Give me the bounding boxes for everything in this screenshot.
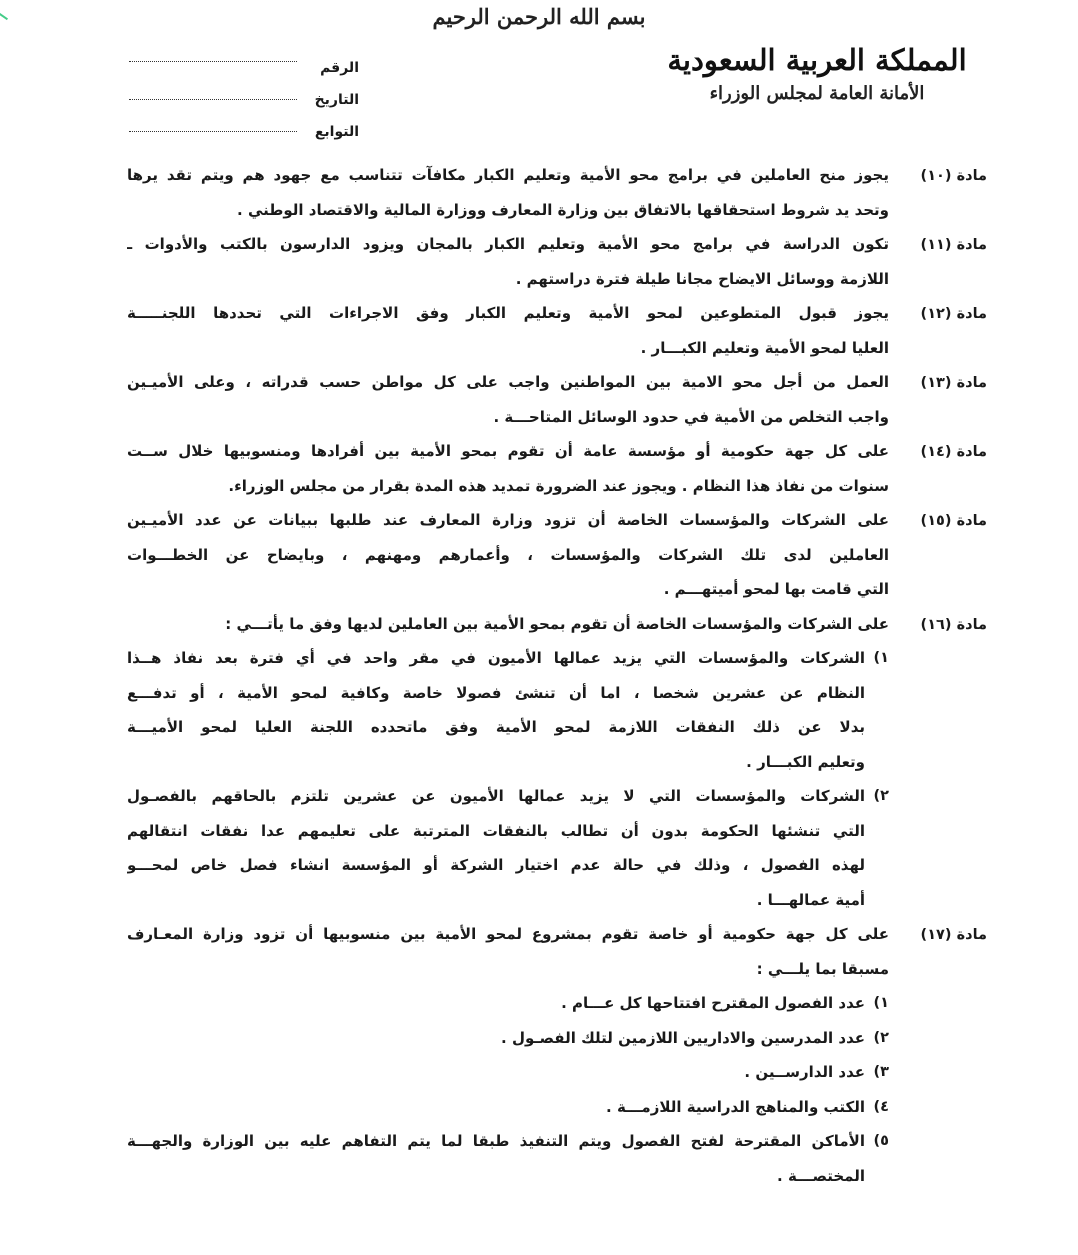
text-line: مسبقا بما يلـــي : [757, 959, 890, 978]
text-line: لهذه الفصول ، وذلك في حالة عدم اختيار الشركة أو المؤسسة انشاء فصل خاص لمحـــو [128, 856, 866, 874]
article-number: مادة (١١) [921, 237, 988, 253]
basmala: بسم الله الرحمن الرحيم [433, 4, 647, 29]
article-text [128, 227, 890, 296]
ref-number-blank [130, 60, 298, 62]
text-line: العاملين لدى تلك الشركات والمؤسسات ، وأعمارهم ومهنهم ، وبايضاح عن الخطـــوات [128, 545, 890, 564]
text-line: الشركات والمؤسسات التي لا يزيد عمالها الأميون عن عشرين تلتزم بالحاقهم بالفصـول [128, 787, 866, 805]
article-number: مادة (١٤) [921, 444, 988, 460]
ref-number-row [130, 44, 360, 76]
ref-date-blank [130, 98, 298, 100]
text-line: وتعليم الكبـــار . [747, 752, 866, 771]
article-number: مادة (١٣) [921, 375, 988, 391]
item-text [128, 986, 866, 1021]
articles-body [128, 158, 988, 1193]
text-line: النظام عن عشرين شخصا ، اما أن تنشئ فصولا خاصة وكافية لمحو الأمية ، أو تدفـــع [128, 683, 866, 702]
text-line: عدد الدارســين . [745, 1063, 866, 1081]
article-text [128, 158, 890, 227]
article [128, 607, 988, 918]
article-item [128, 986, 890, 1021]
text-line: الكتب والمناهج الدراسية اللازمـــة . [607, 1097, 866, 1116]
text-line: بدلا عن ذلك النفقات اللازمة لمحو الأمية وفق ماتحدده اللجنة العليا لمحو الأميـــة [128, 718, 866, 736]
text-line: التي قامت بها لمحو أميتهـــم . [664, 580, 890, 598]
item-number: ١) [874, 650, 890, 666]
text-line: على الشركات والمؤسسات الخاصة أن تزود وزارة المعارف عند طلبها ببيانات عن عدد الأميـين [128, 511, 890, 529]
text-line: الشركات والمؤسسات التي يزيد عمالها الأميون في مقر واحد في أي فترة بعد نفاذ هــذا [128, 649, 866, 667]
article-text [128, 503, 890, 607]
article-item [128, 1055, 890, 1090]
article-item [128, 1021, 890, 1056]
text-line: يجوز منح العاملين في برامج محو الأمية وتعليم الكبار مكافآت تتناسب مع جهود هم ويتم تقد يرها [128, 166, 890, 184]
article [128, 365, 988, 434]
reference-fields [130, 44, 360, 140]
text-line: تكون الدراسة في برامج محو الأمية وتعليم الكبار بالمجان ويزود الدارسون بالكتب والأدوات ـ [128, 235, 890, 253]
article-number: مادة (١٠) [921, 168, 988, 184]
item-number: ٣) [874, 1064, 890, 1080]
item-text [128, 1021, 866, 1056]
text-line: عدد المدرسين والاداريين اللازمين لتلك الفصـول . [502, 1028, 866, 1047]
article-item [128, 779, 890, 917]
item-text [128, 1055, 866, 1090]
article-text [128, 917, 890, 1193]
item-text [128, 1090, 866, 1125]
text-line: على كل جهة حكومية أو مؤسسة عامة أن تقوم بمحو الأمية بين أفرادها ومنسوبيها خلال ســت [128, 442, 890, 460]
text-line: على كل جهة حكومية أو خاصة تقوم بمشروع لمحو الأمية بين منسوبيها أن تزود وزارة المعـارف [128, 925, 890, 943]
article-item [128, 641, 890, 779]
ref-date-label: التاريخ [315, 92, 360, 108]
text-line: واجب التخلص من الأمية في حدود الوسائل المتاحـــة . [494, 407, 890, 426]
text-line: العليا لمحو الأمية وتعليم الكبـــار . [641, 338, 890, 357]
item-text [128, 641, 866, 779]
item-text [128, 779, 866, 917]
article-number: مادة (١٢) [921, 306, 988, 322]
article [128, 503, 988, 607]
article-item [128, 1124, 890, 1193]
kingdom-title: المملكة العربية السعودية [668, 43, 968, 77]
secretariat-title: الأمانة العامة لمجلس الوزراء [710, 83, 926, 104]
letterhead [663, 40, 973, 108]
item-number: ٥) [874, 1133, 890, 1149]
ref-attachments-blank [130, 130, 298, 132]
article [128, 296, 988, 365]
ref-number-label: الرقم [321, 60, 360, 76]
text-line: المختصـــة . [778, 1166, 866, 1185]
ref-attachments-row [130, 108, 360, 140]
text-line: اللازمة ووسائل الايضاح مجانا طيلة فترة دراستهم . [516, 269, 890, 288]
text-line: سنوات من نفاذ هذا النظام . ويجوز عند الضرورة تمديد هذه المدة بقرار من مجلس الوزراء. [229, 476, 890, 495]
article [128, 917, 988, 1193]
article [128, 158, 988, 227]
article-text [128, 434, 890, 503]
ref-attachments-label: التوابع [315, 124, 360, 140]
text-line: الأماكن المقترحة لفتح الفصول ويتم التنفيذ طبقا لما يتم التفاهم عليه بين الوزارة والجهـــة [128, 1132, 866, 1150]
text-line: عدد الفصول المقترح افتتاحها كل عـــام . [562, 994, 866, 1012]
item-number: ٤) [874, 1098, 890, 1115]
ref-date-row [130, 76, 360, 108]
article-text [128, 365, 890, 434]
article [128, 227, 988, 296]
article-text [128, 296, 890, 365]
item-number: ٢) [874, 1029, 890, 1046]
text-line: العمل من أجل محو الامية بين المواطنين واجب على كل مواطن حسب قدراته ، وعلى الأميـين [128, 373, 890, 391]
article-item [128, 1090, 890, 1125]
text-line: التي تنشئها الحكومة بدون أن تطالب بالنفقات المترتبة على تعليمهم عدا نفقات انتقالهم [128, 821, 866, 840]
text-line: أمية عمالهـــا . [757, 890, 866, 909]
item-number: ١) [874, 995, 890, 1011]
article-number: مادة (١٧) [921, 927, 988, 943]
article-text [128, 607, 890, 918]
article [128, 434, 988, 503]
item-number: ٢) [874, 788, 890, 804]
corner-mark [0, 0, 15, 20]
text-line: وتحد يد شروط استحقاقها بالاتفاق بين وزارة المعارف ووزارة المالية والاقتصاد الوطني . [238, 200, 890, 219]
article-number: مادة (١٦) [921, 616, 988, 633]
article-number: مادة (١٥) [921, 513, 988, 529]
text-line: يجوز قبول المتطوعين لمحو الأمية وتعليم الكبار وفق الاجراءات التي تحددها اللجنـــــة [128, 304, 890, 322]
item-text [128, 1124, 866, 1193]
text-line: على الشركات والمؤسسات الخاصة أن تقوم بمحو الأمية بين العاملين لديها وفق ما يأتـــي : [226, 614, 890, 633]
